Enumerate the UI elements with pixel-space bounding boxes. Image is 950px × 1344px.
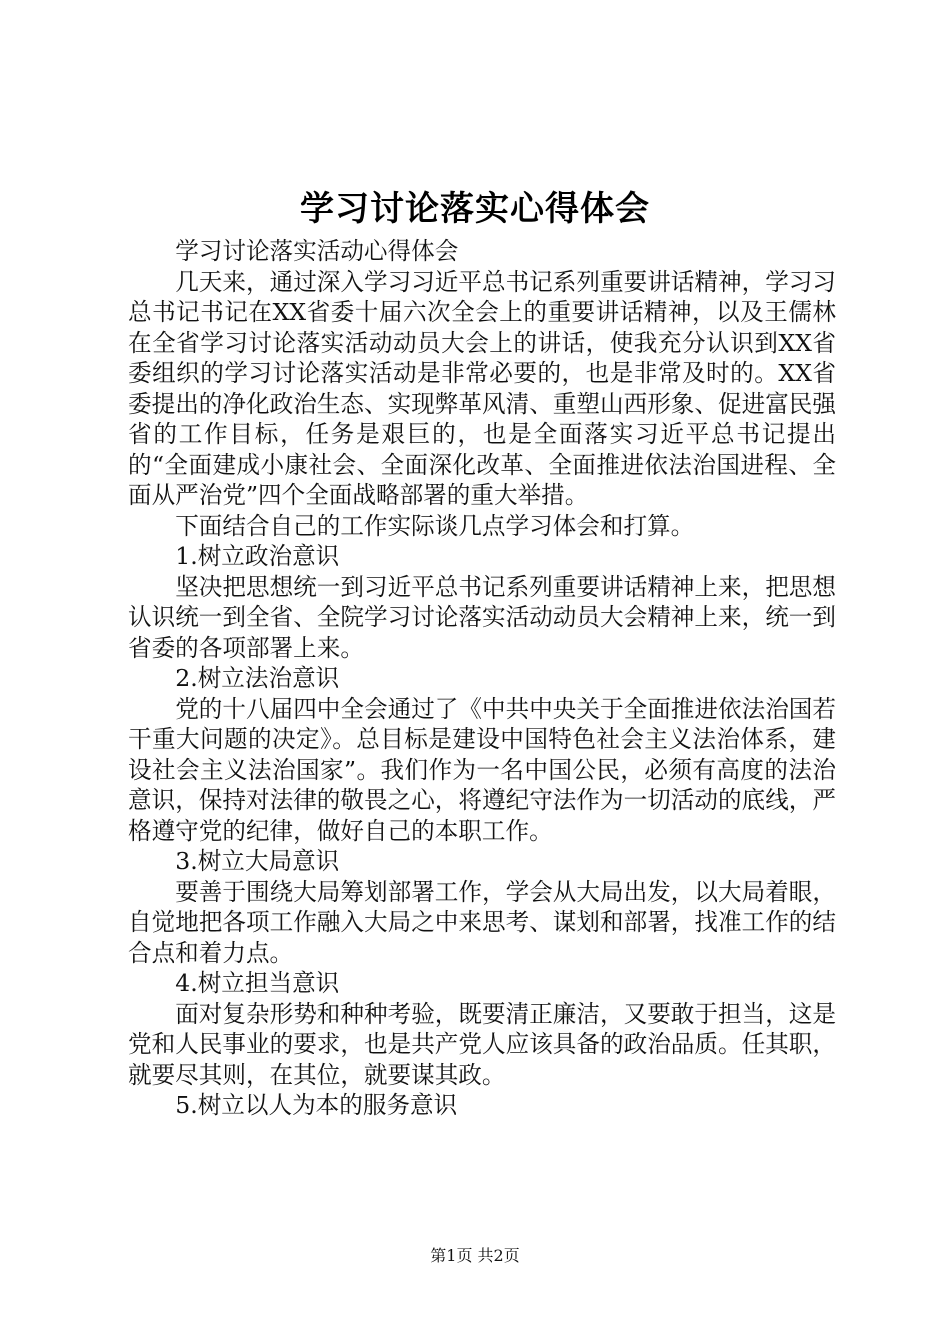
document-title: 学习讨论落实心得体会 bbox=[300, 189, 650, 229]
section-text-2: 党的十八届四中全会通过了《中共中央关于全面推进依法治国若干重大问题的决定》。总目标是建设中国特色社会主义法治体系，建设社会主义法治国家”。我们作为一名中国公民，必须有高度的法治意识，保持对法律的敬畏之心，将遵纪守法作为一切活动的底线，严格遵守党的纪律，做好自己的本职工作。 bbox=[128, 694, 836, 845]
page-footer: 第1页 共2页 bbox=[430, 1246, 520, 1265]
section-heading-1: 1.树立政治意识 bbox=[175, 542, 340, 570]
paragraph-transition: 下面结合自己的工作实际谈几点学习体会和打算。 bbox=[175, 511, 695, 540]
document-body bbox=[128, 236, 836, 1121]
section-text-3: 要善于围绕大局筹划部署工作，学会从大局出发，以大局着眼，自觉地把各项工作融入大局之中来思考、谋划和部署，找准工作的结合点和着力点。 bbox=[128, 877, 836, 967]
section-text-4: 面对复杂形势和种种考验，既要清正廉洁，又要敢于担当，这是党和人民事业的要求，也是共产党人应该具备的政治品质。任其职，就要尽其则，在其位，就要谋其政。 bbox=[128, 999, 836, 1089]
paragraph-intro: 几天来，通过深入学习习近平总书记系列重要讲话精神，学习习总书记书记在XX省委十届六次全会上的重要讲话精神，以及王儒林在全省学习讨论落实活动动员大会上的讲话，使我充分认识到XX省委组织的学习讨论落实活动是非常必要的，也是非常及时的。XX省委提出的净化政治生态、实现弊革风清、重塑山西形象、促进富民强省的工作目标，任务是艰巨的，也是全面落实习近平总书记提出的“全面建成小康社会、全面深化改革、全面推进依法治国进程、全面从严治党”四个全面战略部署的重大举措。 bbox=[128, 267, 836, 509]
paragraph-subtitle: 学习讨论落实活动心得体会 bbox=[175, 237, 459, 265]
section-text-1: 坚决把思想统一到习近平总书记系列重要讲话精神上来，把思想认识统一到全省、全院学习讨论落实活动动员大会精神上来，统一到省委的各项部署上来。 bbox=[128, 572, 836, 662]
section-heading-3: 3.树立大局意识 bbox=[175, 847, 340, 875]
section-heading-5: 5.树立以人为本的服务意识 bbox=[175, 1091, 458, 1119]
section-heading-2: 2.树立法治意识 bbox=[175, 664, 340, 692]
section-heading-4: 4.树立担当意识 bbox=[175, 969, 340, 997]
